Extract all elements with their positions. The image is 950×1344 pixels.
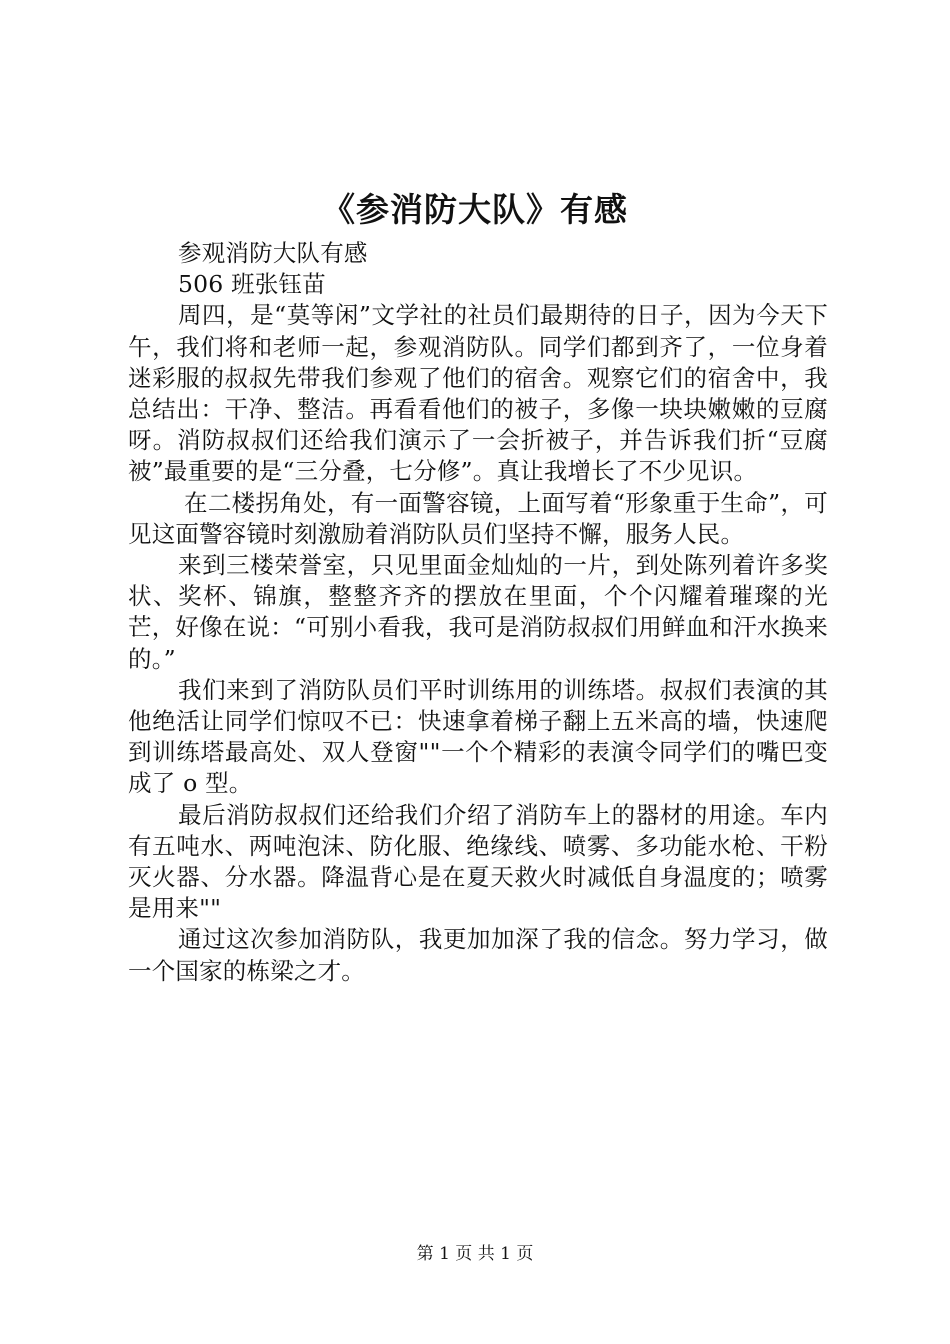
document-title: 《参消防大队》有感 [322,190,628,229]
author-line: 506 班张钰苗 [178,270,326,299]
paragraph-2: 在二楼拐角处，有一面警容镜，上面写着“形象重于生命”，可见这面警容镜时刻激励着消防队员们坚持不懈，服务人民。 [128,488,828,548]
subtitle: 参观消防大队有感 [178,239,368,267]
paragraph-6: 通过这次参加消防队，我更加加深了我的信念。努力学习，做一个国家的栋梁之才。 [128,925,828,985]
paragraph-5: 最后消防叔叔们还给我们介绍了消防车上的器材的用途。车内有五吨水、两吨泡沫、防化服、绝缘线、喷雾、多功能水枪、干粉灭火器、分水器。降温背心是在夏天救火时减低自身温度的；喷雾是用来"" [128,800,828,923]
paragraph-1: 周四，是“莫等闲”文学社的社员们最期待的日子，因为今天下午，我们将和老师一起，参观消防队。同学们都到齐了，一位身着迷彩服的叔叔先带我们参观了他们的宿舍。观察它们的宿舍中，我总结出：干净、整洁。再看看他们的被子，多像一块块嫩嫩的豆腐呀。消防叔叔们还给我们演示了一会折被子，并告诉我们折“豆腐被”最重要的是“三分叠，七分修”。真让我增长了不少见识。 [128,301,828,486]
paragraph-3: 来到三楼荣誉室，只见里面金灿灿的一片，到处陈列着许多奖状、奖杯、锦旗，整整齐齐的摆放在里面，个个闪耀着璀璨的光芒，好像在说：“可别小看我，我可是消防叔叔们用鲜血和汗水换来的。” [128,551,828,673]
paragraph-4: 我们来到了消防队员们平时训练用的训练塔。叔叔们表演的其他绝活让同学们惊叹不已：快速拿着梯子翻上五米高的墙，快速爬到训练塔最高处、双人登窗""一个个精彩的表演令同学们的嘴巴变成了 o 型。 [128,675,828,798]
page-footer: 第 1 页 共 1 页 [416,1244,534,1264]
document-body [128,238,828,987]
